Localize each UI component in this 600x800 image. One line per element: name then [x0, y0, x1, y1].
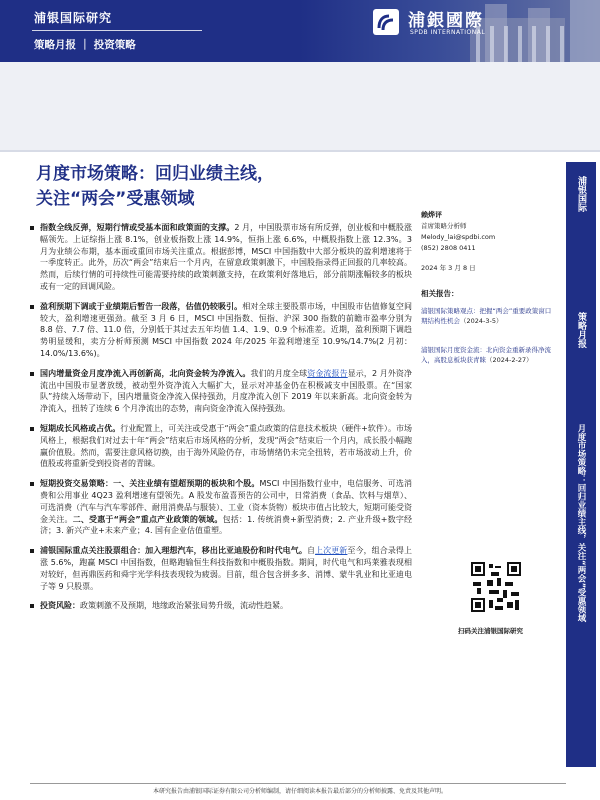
- analyst-name: 赖烨评: [421, 211, 442, 219]
- related-report-date: （2024-2-27）: [486, 355, 533, 364]
- key-point: [30, 423, 412, 470]
- last-update-link[interactable]: 上次更新: [315, 546, 348, 556]
- analyst-email[interactable]: Melody_lai@spdbi.com: [421, 233, 496, 241]
- analyst-phone: (852) 2808 0411: [421, 244, 476, 252]
- related-report-title[interactable]: 浦银国际月度资金流：北向资金重新录得净流入，高股息板块获青睐: [421, 346, 551, 364]
- key-point-text: 相对全球主要股票市场，中国股市估值修复空间较大，盈利增速更强劲。截至 3 月 6 日，MSCI 中国指数、恒指、沪深 300 指数的前瞻市盈率分别为 8.8 倍、7.7 倍、11.0 倍，分别低于其过去五年均值 1.4、1.9、0.9 个标准差。近期，盈利预期下调趋势明显缓和，卖方分析师预测 MSCI 中国指数 2024 年/2025 年盈利增速至 10.9%/14.7%(2 月初：14.0%/13.6%)。: [40, 301, 413, 358]
- key-point-lead: 短期成长风格或占优。: [40, 423, 121, 433]
- header-band: [0, 62, 600, 152]
- spdb-logo-icon: [372, 8, 400, 36]
- footer-divider: [30, 783, 566, 784]
- related-report-date: （2024-3-5）: [460, 316, 503, 325]
- key-point: [30, 478, 412, 537]
- key-point-lead: 盈利预期下调或于业绩期后暂告一段落，估值仍较吸引。: [40, 301, 243, 311]
- report-title: [36, 162, 426, 212]
- key-point-lead: 指数全线反弹，短期行情或受基本面和政策面的支撑。: [40, 223, 235, 232]
- key-point-text: MSCI 中国指数行业中，电信服务、可选消费和公用事业 4Q23 盈利增速有望领先。A 股发布盈喜预告的公司中，日常消费（食品、饮料与烟草）、可选消费（汽车与汽车零部件、耐用消费品与服装）、工业（资本货物）板块市值占比较大，短期可能受资金关注。: [40, 479, 413, 524]
- logo-chinese-name: 浦銀國際: [408, 11, 484, 31]
- related-reports-heading: 相关报告：: [421, 289, 459, 298]
- related-report-title[interactable]: 浦银国际策略观点：把握“两会”重要政策窗口期结构性机会: [421, 307, 552, 325]
- key-point-text: 显示，2 月外资净流出中国股市显著放缓，被动型外资净流入大幅扩大，显示对冲基金仍在积极减支中国股票。在“国家队”持续入场带动下，国内增量资金净流入保持强劲，月度净流入创下 2019 年以来新高。北向资金转为净流入，扭转了连续 6 个月净流出的态势，南向资金净流入保持强劲。: [40, 368, 413, 414]
- vertical-sidebar: [566, 162, 596, 767]
- key-point: [30, 301, 412, 360]
- key-point-pretext: 自: [306, 546, 316, 556]
- key-point-text: 至今，组合录得上涨 5.6%，跑赢 MSCI 中国指数，但略跑输恒生科技指数和中概股指数。期间，时代电气和玛莱雅表现相对较好，但再鼎医药和舜宇光学科技表现较为疲弱。目前，组合包含拼多多、消博、蒙牛乳业和比亚迪电子等 9 只股票。: [40, 546, 413, 591]
- header-category: 策略月报 ｜ 投资策略: [34, 39, 136, 51]
- key-point: [30, 545, 412, 592]
- key-point: [30, 222, 412, 293]
- sidebar-brand: 浦银国际: [576, 176, 586, 212]
- key-point-lead: 短期投资交易策略：一、关注业绩有望超预期的板块和个股。: [40, 479, 260, 489]
- qr-caption: 扫码关注浦银国际研究: [458, 627, 523, 635]
- report-title-line2: 关注“两会”受惠领域: [36, 189, 195, 209]
- related-report-item[interactable]: [421, 307, 556, 326]
- key-point-text: 行业配置上，可关注或受惠于“两会”重点政策的信息技术板块（硬件+软件）。市场风格上，根据我们对过去十年“两会”结束后市场风格的分析，发现“两会”结束后一个月内，成长股小幅跑赢价值股。然而，需要注意风格切换，由于海外风险仍存，市场情绪仍未完全扭转，若市场波动上升，价值股或将重新受到投资者的青睐。: [40, 423, 412, 469]
- related-report-item[interactable]: [421, 346, 556, 365]
- header-org-name: 浦银国际研究: [34, 11, 113, 25]
- fund-flow-report-link[interactable]: 资金流报告: [307, 368, 348, 378]
- logo-english-name: SPDB INTERNATIONAL: [410, 29, 486, 36]
- key-point-lead: 国内增量资金月度净流入再创新高，北向资金转为净流入。: [40, 368, 251, 378]
- report-body: [30, 222, 412, 612]
- qr-code-icon[interactable]: [471, 562, 521, 612]
- key-point-text: 2 月，中国股票市场有所反弹，创业板和中概股涨幅领先。上证综指上涨 8.1%，创业板指数上涨 14.9%，恒指上涨 6.6%，中概股指数上涨 12.3%。3 月为业绩公布期，基本面或重回市场关注重点。根据彭博，MSCI 中国指数中大部分板块的盈利增速将于一季度转正。此外，历次“两会”结束后一个月内，在留意政策刺激下，中国股指录得正回报的几率较高。然而，后续行情的可持续性可能需要持续的政策刺激支持，在政策利好落地后，部分前期涨幅较多的板块或有一定的回调风险。: [40, 223, 412, 291]
- analyst-role: 首席策略分析师: [421, 222, 467, 230]
- key-point: [30, 600, 412, 612]
- report-title-line1: 月度市场策略：回归业绩主线，: [36, 164, 274, 184]
- analyst-info: [421, 210, 541, 254]
- header-divider: [32, 30, 202, 31]
- key-point-text-secondary: 包括：1. 传统消费+新型消费；2. 产业升级+数字经济；3. 新兴产业+未来产业；4. 国有企业估值重塑。: [40, 514, 413, 536]
- key-point-lead-secondary: 二、受惠于“两会”重点产业政策的领域。: [72, 514, 223, 524]
- sidebar-report-type: 策略月报: [576, 312, 586, 348]
- key-point-lead: 浦银国际重点关注股票组合：加入理想汽车，移出比亚迪股份和时代电气。: [40, 546, 307, 556]
- key-point-lead: 投资风险：: [40, 601, 80, 611]
- report-header: [0, 0, 600, 62]
- key-point-text: 政策刺激不及预期，地缘政治紧张局势升级，流动性趋紧。: [80, 601, 288, 611]
- report-date: 2024 年 3 月 8 日: [421, 264, 476, 272]
- footer-disclaimer: 本研究报告由浦银国际证券有限公司分析师编制，请仔细阅读本报告最后部分的分析师披露、免责及其他声明。: [152, 788, 447, 795]
- key-point-pretext: 我们的月度全球: [250, 368, 308, 378]
- sidebar-report-title: 月度市场策略：回归业绩主线，关注“两会”受惠领域: [576, 424, 586, 623]
- key-point: [30, 368, 412, 415]
